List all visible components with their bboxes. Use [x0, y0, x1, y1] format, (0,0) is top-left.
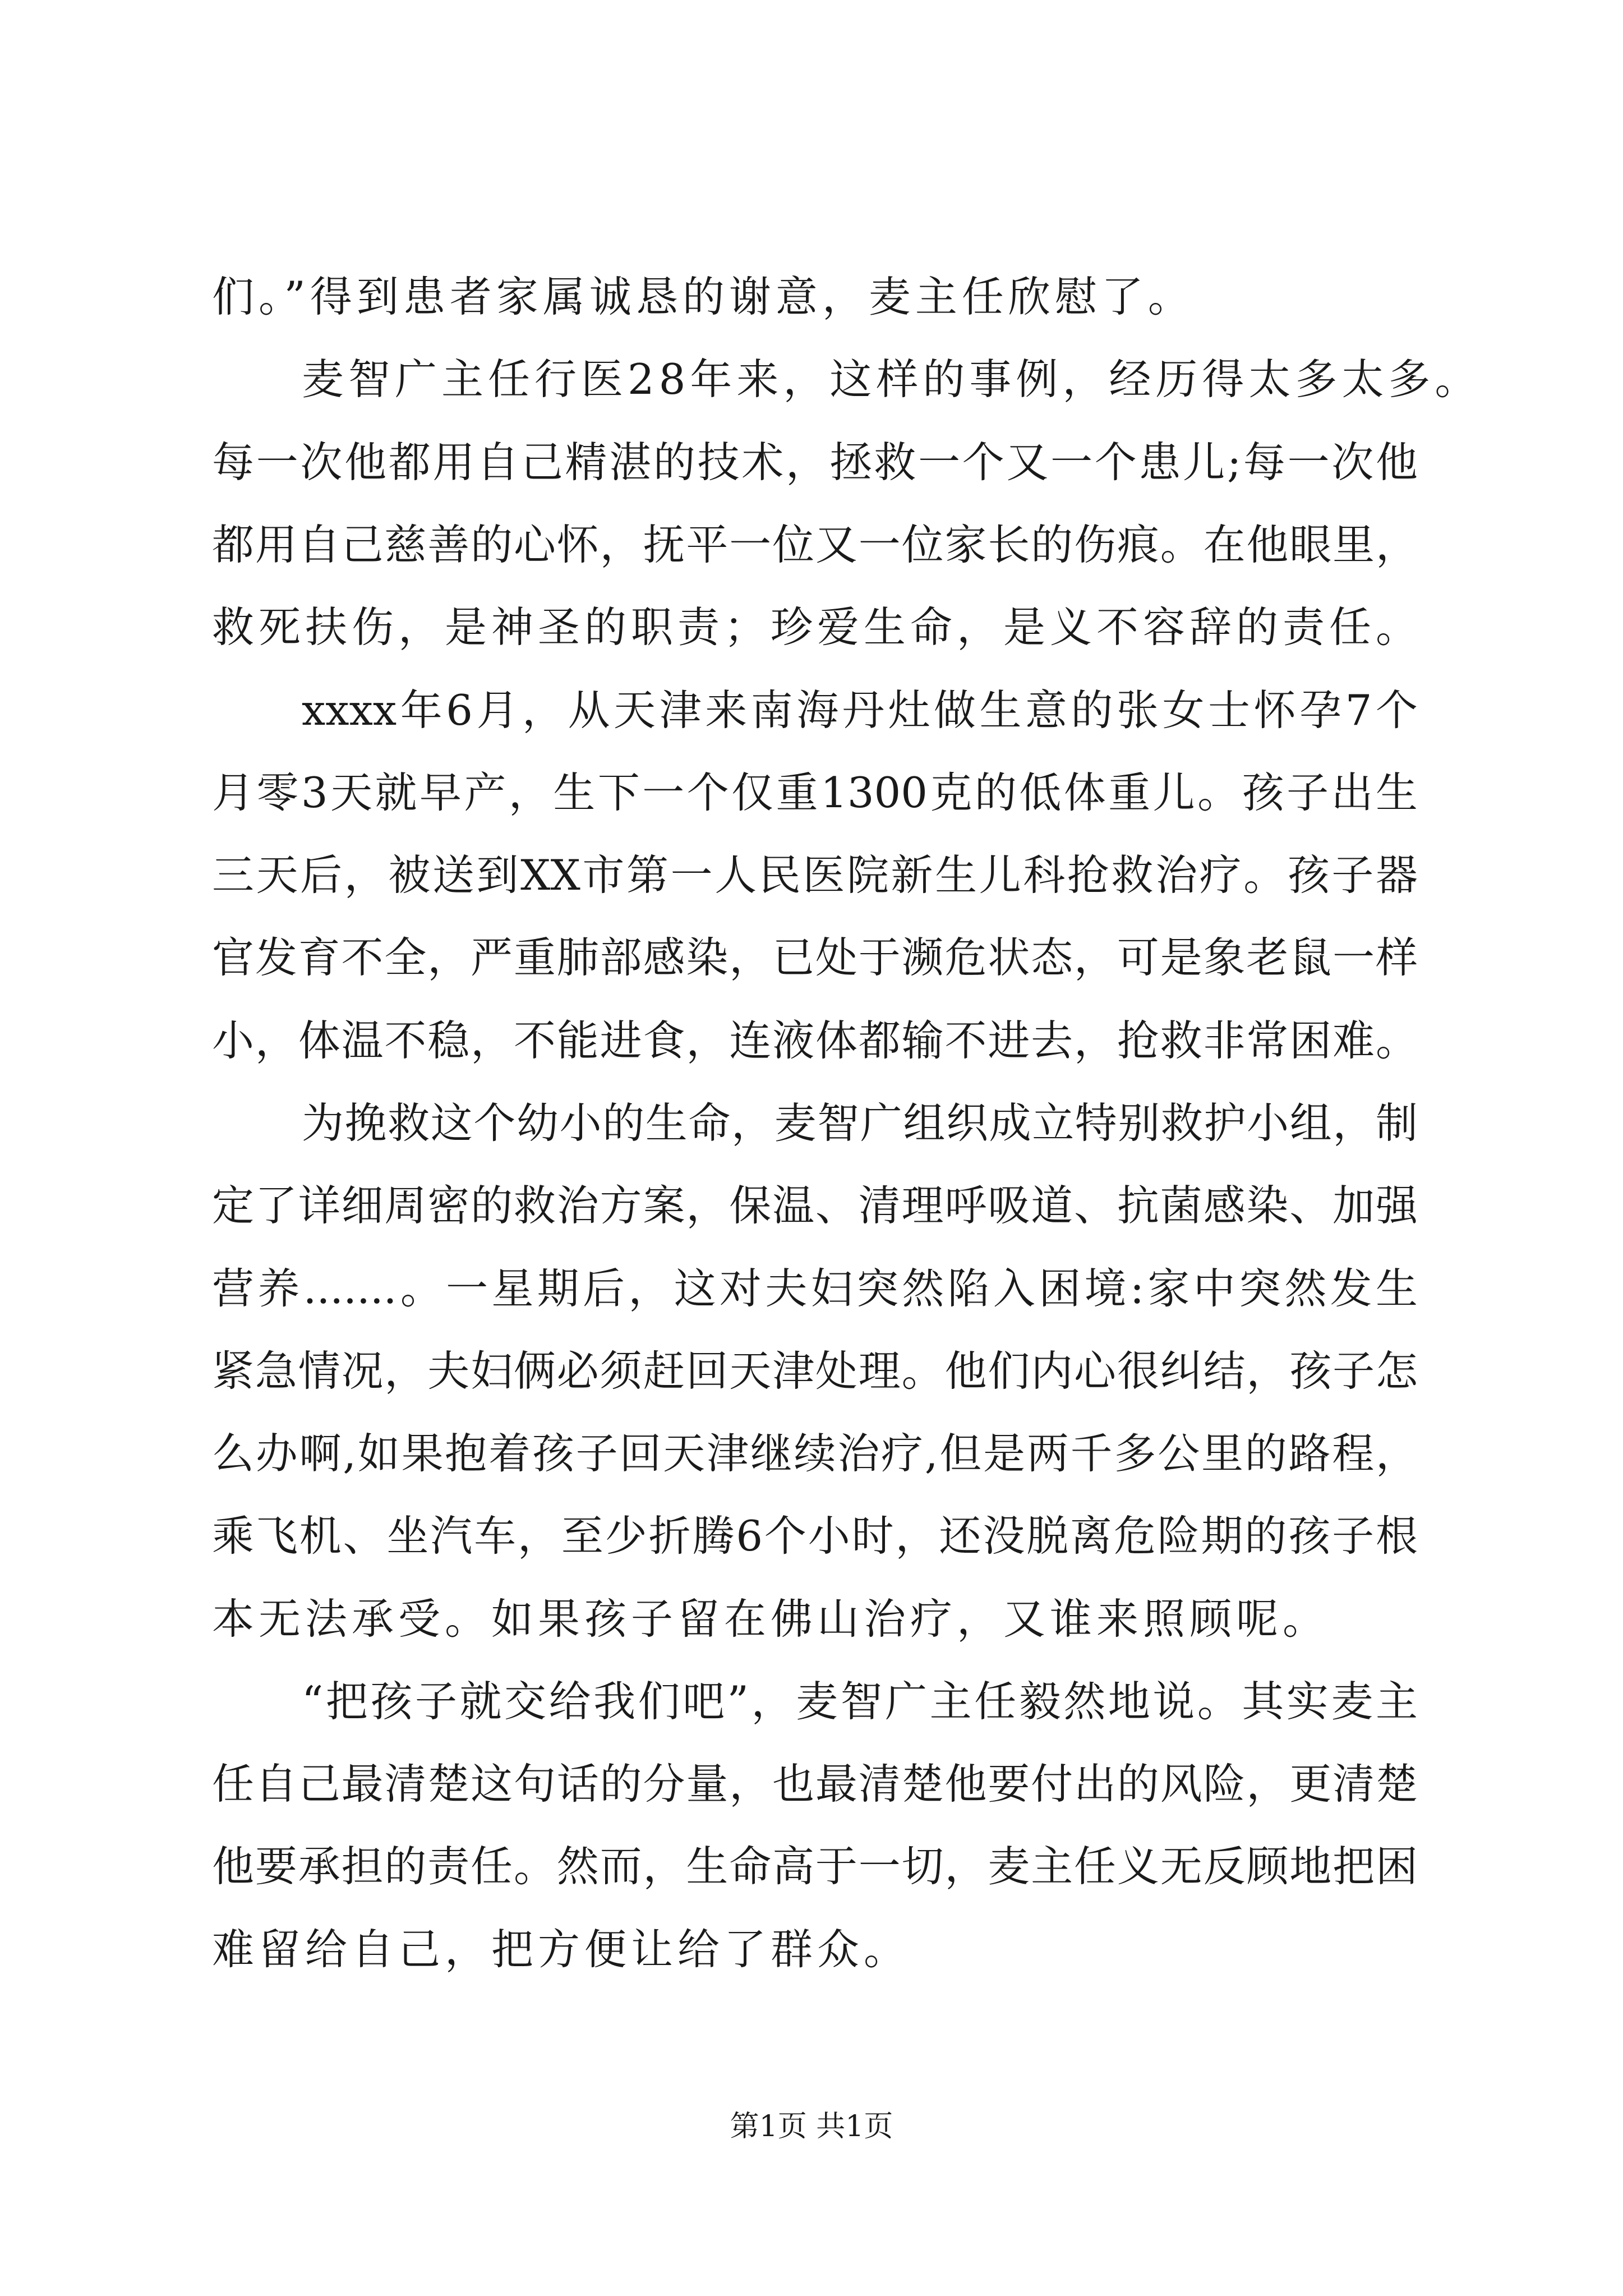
- text-line: 月零3天就早产，生下一个仅重1300克的低体重儿。孩子出生: [212, 768, 1418, 817]
- text-line: 难留给自己，把方便让给了群众。: [212, 1925, 911, 1974]
- text-line: 么办啊,如果抱着孩子回天津继续治疗,但是两千多公里的路程，: [212, 1429, 1418, 1478]
- text-line: 紧急情况，夫妇俩必须赶回天津处理。他们内心很纠结，孩子怎: [212, 1346, 1418, 1396]
- text-line: 小，体温不稳，不能进食，连液体都输不进去，抢救非常困难。: [212, 1016, 1418, 1065]
- text-line: 们。”得到患者家属诚恳的谢意，麦主任欣慰了。: [212, 272, 1195, 321]
- text-line: 三天后，被送到XX市第一人民医院新生儿科抢救治疗。孩子器: [212, 850, 1418, 900]
- text-line: 官发育不全，严重肺部感染，已处于濒危状态，可是象老鼠一样: [212, 933, 1418, 982]
- text-line: 营养.......。一星期后，这对夫妇突然陷入困境:家中突然发生: [212, 1264, 1418, 1313]
- text-line: 都用自己慈善的心怀，抚平一位又一位家长的伤痕。在他眼里，: [212, 520, 1418, 569]
- text-line: 本无法承受。如果孩子留在佛山治疗，又谁来照顾呢。: [212, 1594, 1330, 1644]
- text-line: 他要承担的责任。然而，生命高于一切，麦主任义无反顾地把困: [212, 1842, 1418, 1891]
- page-footer: 第1页 共1页: [730, 2110, 893, 2143]
- paragraph-first-line: “把孩子就交给我们吧”，麦智广主任毅然地说。其实麦主: [302, 1677, 1418, 1726]
- paragraph-first-line: 麦智广主任行医28年来，这样的事例，经历得太多太多。: [302, 355, 1482, 404]
- text-line: 定了详细周密的救治方案，保温、清理呼吸道、抗菌感染、加强: [212, 1181, 1418, 1230]
- text-line: 乘飞机、坐汽车，至少折腾6个小时，还没脱离危险期的孩子根: [212, 1511, 1418, 1561]
- text-line: 救死扶伤，是神圣的职责；珍爱生命，是义不容辞的责任。: [212, 602, 1423, 652]
- paragraph-first-line: 为挽救这个幼小的生命，麦智广组织成立特别救护小组，制: [302, 1098, 1418, 1148]
- text-line: 任自己最清楚这句话的分量，也最清楚他要付出的风险，更清楚: [212, 1759, 1418, 1809]
- paragraph-first-line: xxxx年6月，从天津来南海丹灶做生意的张女士怀孕7个: [302, 685, 1418, 735]
- text-line: 每一次他都用自己精湛的技术，拯救一个又一个患儿;每一次他: [212, 438, 1418, 487]
